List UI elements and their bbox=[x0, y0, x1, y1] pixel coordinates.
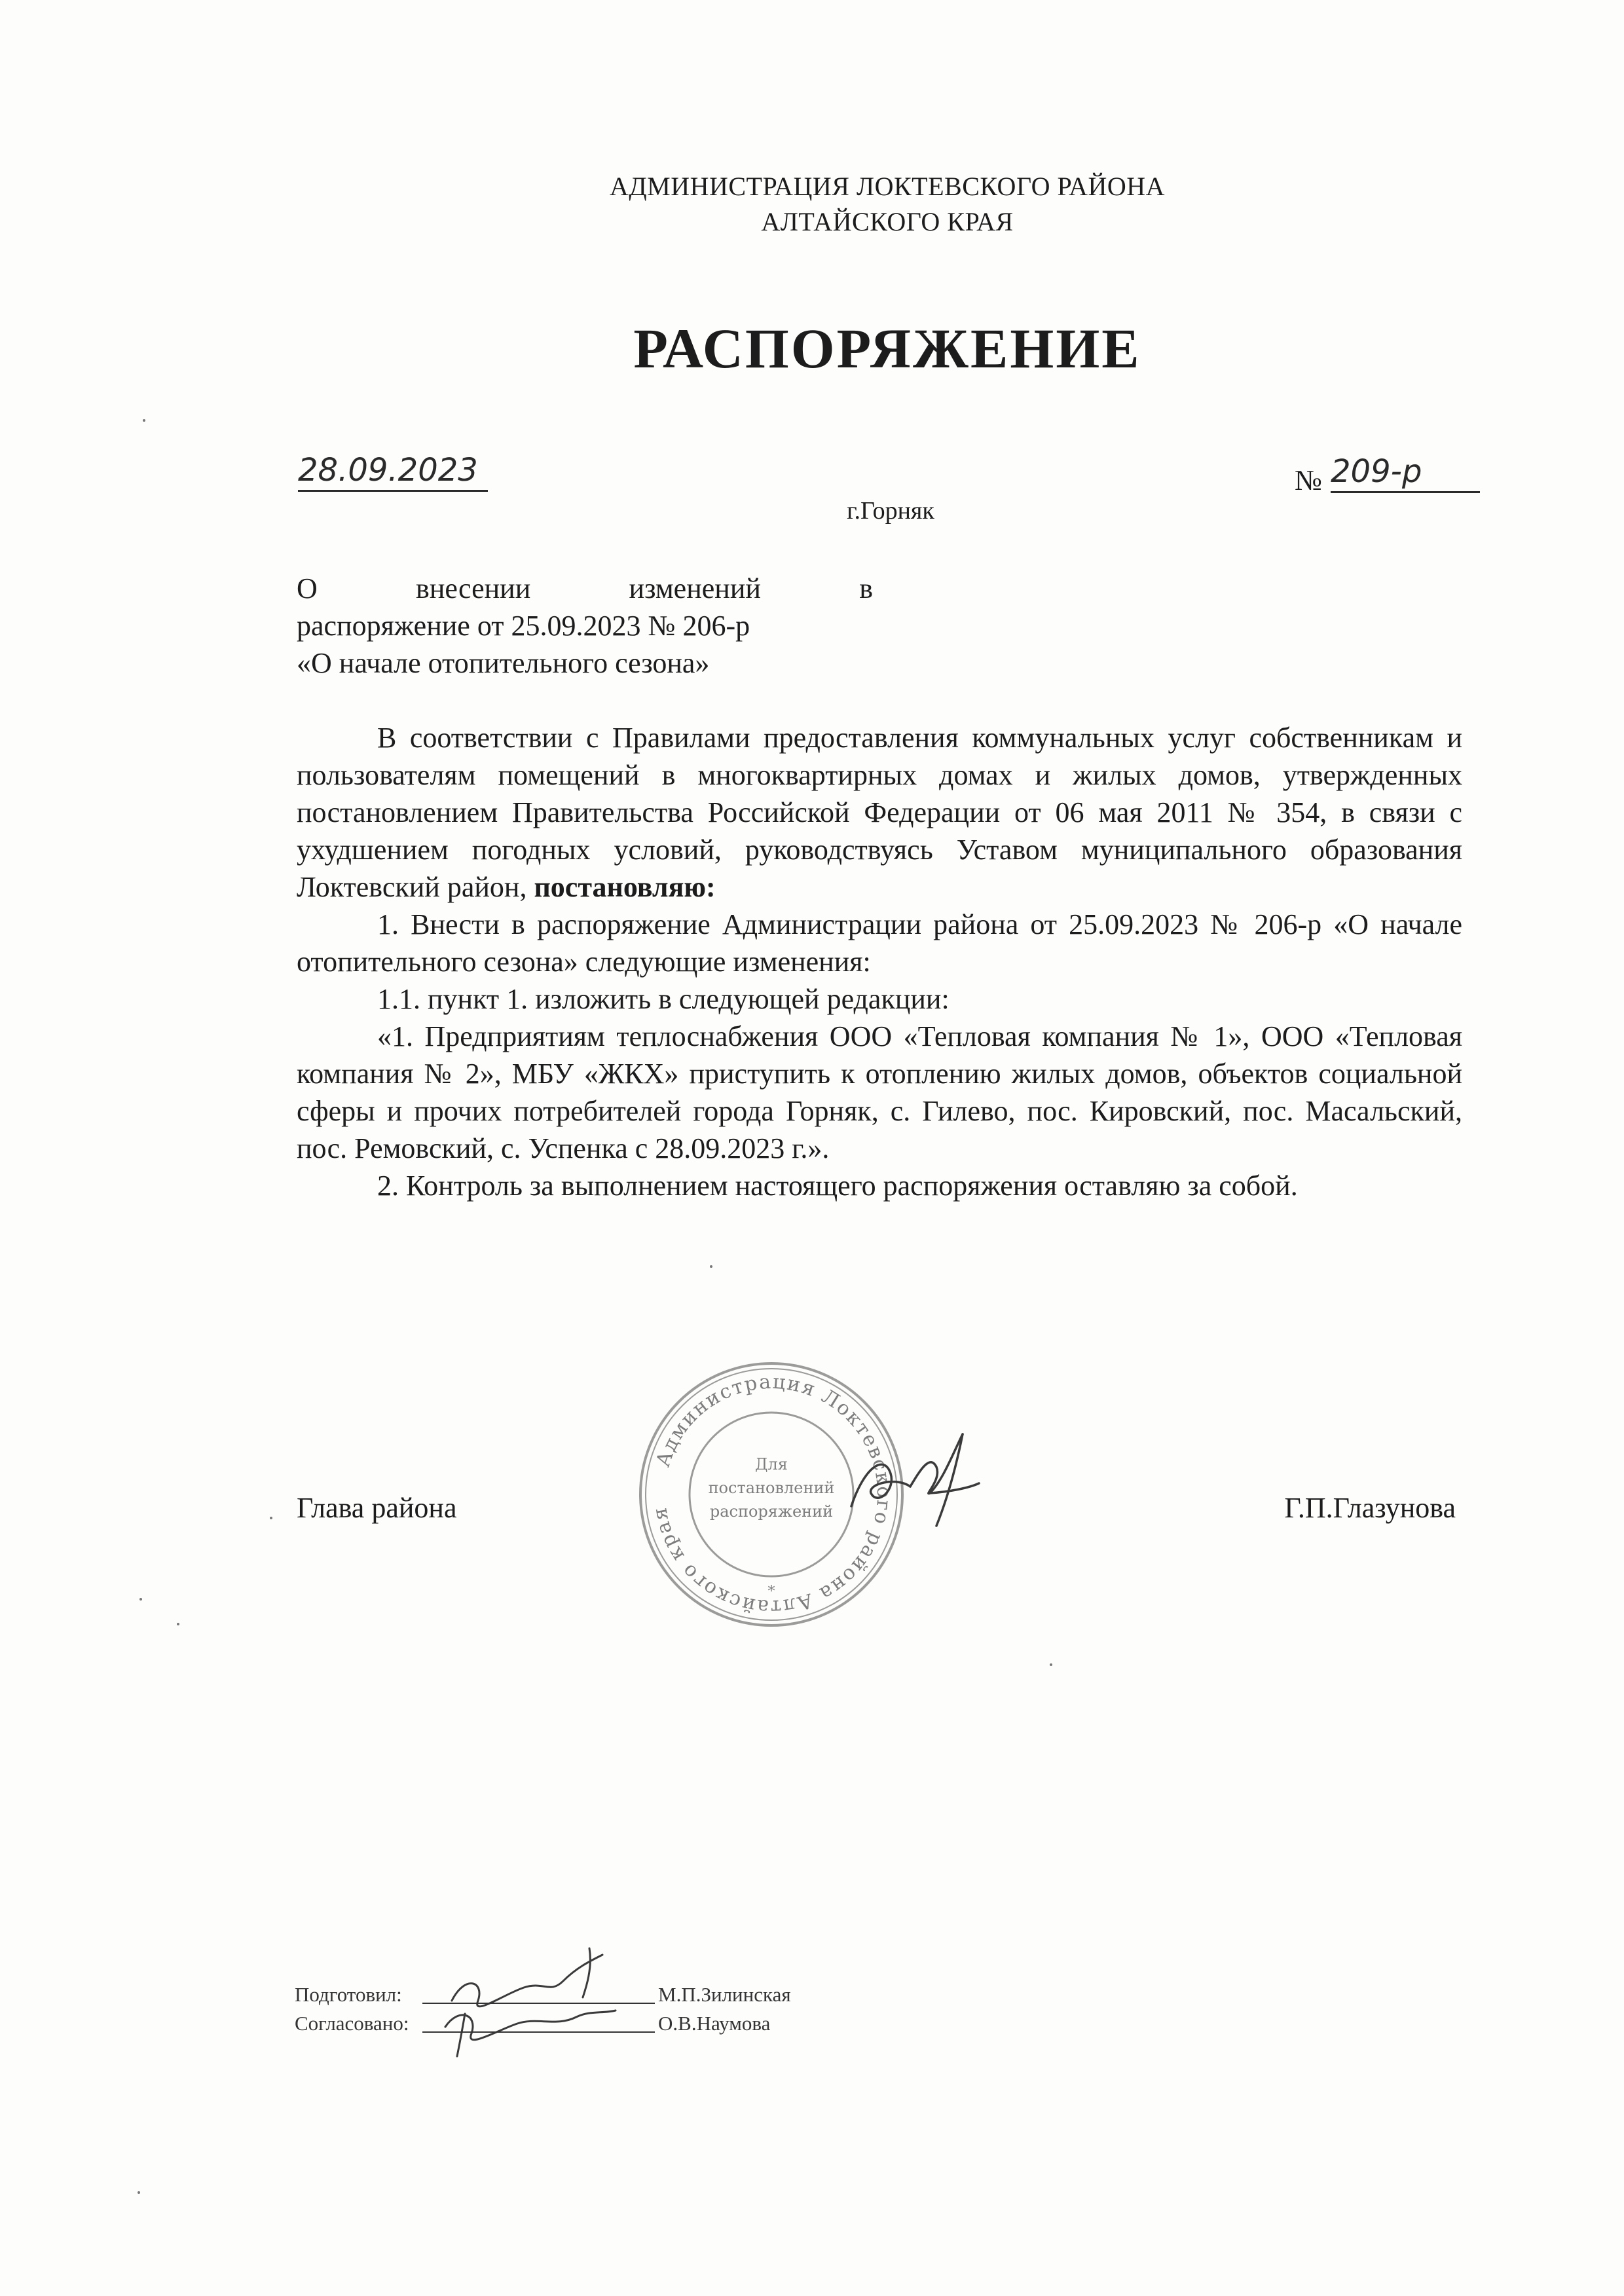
decree-word: постановляю: bbox=[534, 871, 716, 903]
document-number-label: № bbox=[1295, 464, 1322, 496]
scan-speck bbox=[138, 2191, 140, 2194]
approved-name: О.В.Наумова bbox=[658, 2012, 771, 2035]
signatory-position: Глава района bbox=[297, 1492, 457, 1524]
seal-inner-line3: распоряжений bbox=[709, 1502, 834, 1521]
organization-name-line1: АДМИНИСТРАЦИЯ ЛОКТЕВСКОГО РАЙОНА bbox=[609, 172, 1166, 201]
preamble-paragraph bbox=[297, 719, 1462, 906]
approval-signatures bbox=[426, 1935, 642, 2060]
subject-line3: «О начале отопительного сезона» bbox=[297, 647, 710, 679]
scan-speck bbox=[1050, 1663, 1052, 1666]
scan-speck bbox=[139, 1598, 142, 1601]
document-subject bbox=[297, 570, 873, 682]
seal-inner-line1: Для bbox=[755, 1455, 788, 1473]
approved-label: Согласовано: bbox=[295, 2012, 409, 2035]
document-number: 209-р bbox=[1331, 452, 1480, 493]
approved-signature-line bbox=[422, 2031, 655, 2033]
prepared-label: Подготовил: bbox=[295, 1983, 402, 2006]
city-name: г.Горняк bbox=[847, 497, 934, 525]
item-2: 2. Контроль за выполнением настоящего распоряжения оставляю за собой. bbox=[377, 1170, 1298, 1202]
prepared-signature-line bbox=[422, 2003, 655, 2004]
organization-name-line2: АЛТАЙСКОГО КРАЯ bbox=[761, 207, 1014, 236]
signatory-name: Г.П.Глазунова bbox=[1284, 1492, 1456, 1524]
document-date: 28.09.2023 bbox=[298, 451, 488, 492]
item-1: 1. Внести в распоряжение Администрации района от 25.09.2023 № 206-р «О начале отопительного сезона» следующие изменения: bbox=[297, 908, 1462, 978]
scan-speck bbox=[143, 419, 145, 422]
svg-text:*: * bbox=[767, 1583, 775, 1600]
scan-speck bbox=[710, 1265, 712, 1268]
prepared-name: М.П.Зилинская bbox=[658, 1983, 791, 2006]
subject-line1: О внесении изменений в bbox=[297, 572, 873, 604]
organization-header bbox=[0, 169, 1624, 240]
signature-mark bbox=[838, 1415, 989, 1539]
document-body bbox=[297, 719, 1462, 1204]
preamble-text: В соответствии с Правилами предоставления коммунальных услуг собственникам и пользователям помещений в многоквартирных домах и жилых домов, утвержденных постановлением Правительства Российской Федерации от 06 мая 2011 № 354, в связи с ухудшением погодных условий, руководствуясь Уставом муниципального образования Локтевский район, bbox=[297, 722, 1462, 903]
item-1-1: 1.1. пункт 1. изложить в следующей редакции: bbox=[377, 983, 950, 1015]
subject-line2: распоряжение от 25.09.2023 № 206-р bbox=[297, 610, 750, 642]
scan-speck bbox=[270, 1517, 272, 1519]
seal-outer-text: Администрация Локтевского района Алтайского края bbox=[648, 1370, 896, 1619]
document-title: РАСПОРЯЖЕНИЕ bbox=[633, 317, 1141, 380]
seal-inner-line2: постановлений bbox=[708, 1479, 835, 1497]
item-1-1-text: «1. Предприятиям теплоснабжения ООО «Тепловая компания № 1», ООО «Тепловая компания № 2», МБУ «ЖКХ» приступить к отоплению жилых домов, объектов социальной сферы и прочих потребителей города Горняк, с. Гилево, пос. Кировский, пос. Масальский, пос. Ремовский, с. Успенка с 28.09.2023 г.». bbox=[297, 1020, 1462, 1164]
scan-speck bbox=[177, 1623, 179, 1625]
